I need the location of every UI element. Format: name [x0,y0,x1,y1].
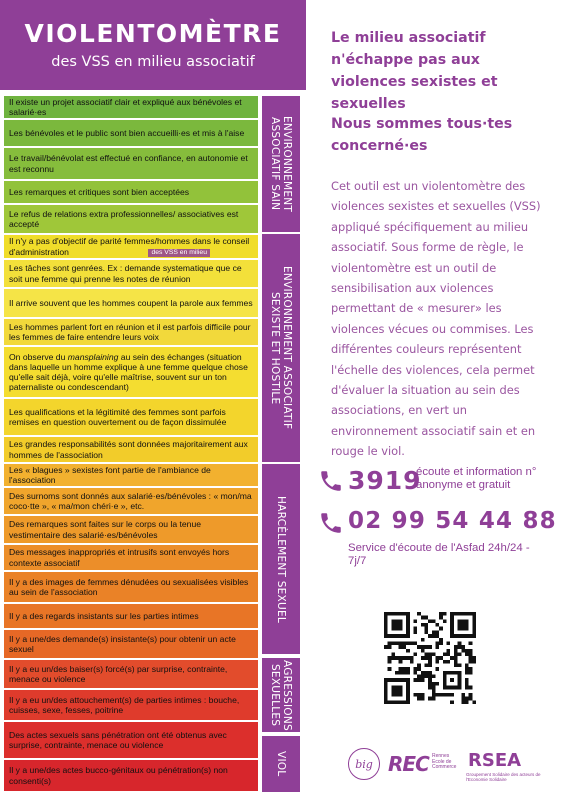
phone-icon [318,468,344,494]
scale-row-text: Il existe un projet associatif clair et expliqué aux bénévoles et salarié·es [9,96,242,117]
scale-row [4,437,258,462]
page-subtitle: des VSS en milieu associatif [51,54,255,70]
scale-row-text: Des actes sexuels sans pénétration ont été obtenus avec surprise, contrainte, menace ou violence [9,729,227,750]
scale-row [4,660,258,688]
category-harassment: HARCÈLEMENT SEXUEL [262,464,300,654]
scale-row-text: On observe du mansplaining au sein des échanges (situation dans laquelle un homme explique à une femme quelque chose qu'elle sait déjà, voire qu'elle maîtrise, souvent sur un ton paternaliste ou condescendant) [9,351,248,393]
qr-code-icon[interactable] [384,612,476,704]
rsea-logo-tagline: Groupement Solidaire des acteurs de l'Economie Solidaire [466,772,541,782]
scale-row-text: Il y a une/des demande(s) insistante(s) pour obtenir un acte sexuel [9,633,236,654]
description-paragraph: Cet outil est un violentomètre des violences sexistes et sexuelles (VSS) appliqué spécifiquement au milieu associatif. Sous forme de règle, le violentomètre est un outil de sensibilisation aux violences permettant de « mesurer» les violences vécues ou commises. Les différentes couleurs représentent l'échelle des violences, cela permet d'évaluer la situation au sein des associations, en vert un environnement associatif sain et en rouge le viol. [331,179,541,459]
scale-row-text: Il n'y a pas d'objectif de parité femmes/hommes dans le conseil d'administration [9,236,250,257]
scale-row [4,545,258,570]
scale-row [4,572,258,602]
headline-concerned: Nous sommes tous·tes concerné·es [331,116,513,154]
rsea-logo: RSEA [468,750,522,771]
scale-row-text: Il y a une/des actes bucco-génitaux ou pénétration(s) non consenti(s) [9,765,228,786]
phone-number-3919: 3919 [348,466,422,495]
category-assault: AGRESSIONS SEXUELLES [262,658,300,732]
scale-row [4,120,258,146]
category-rape: VIOL [262,736,300,792]
rec-logo-tagline: Rennes Ecole de Commerce [432,753,457,770]
overlay-note: des VSS en milieu [148,249,210,257]
category-healthy: ENVIRONNEMENT ASSOCIATIF SAIN [262,96,300,232]
scale-row [4,722,258,758]
scale-row [4,399,258,435]
scale-row [4,205,258,233]
phone-icon [318,510,344,536]
big-logo: big [348,748,380,780]
phone-3919[interactable] [318,466,558,500]
scale-row [4,347,258,397]
scale-row-text: Les hommes parlent fort en réunion et il est parfois difficile pour les femmes de faire entendre leurs voix [9,321,251,342]
service-description: Service d'écoute de l'Asfad 24h/24 - 7j/7 [348,542,530,567]
scale-row [4,148,258,179]
scale-row [4,516,258,543]
scale-row-text: Il y a eu un/des attouchement(s) de parties intimes : bouche, cuisses, sexe, fesses, poitrine [9,694,240,715]
partner-logos [348,748,554,784]
phone-asfad[interactable] [318,508,558,538]
scale-row [4,604,258,628]
scale-row-text: Le travail/bénévolat est effectué en confiance, en autonomie et est reconnu [9,153,248,174]
scale-row-text: Le refus de relations extra professionnelles/ associatives est accepté [9,208,239,229]
scale-row [4,96,258,118]
scale-row-text: Les « blagues » sexistes font partie de l'ambiance de l'association [9,464,211,485]
scale-row-text: Des surnoms sont donnés aux salarié·es/bénévoles : « mon/ma coco·tte », « ma/mon chéri·e », etc. [9,490,252,511]
rec-logo: REC [388,752,429,776]
scale-row-text: Les grandes responsabilités sont données majoritairement aux hommes de l'association [9,439,248,460]
scale-row-text: Il y a des regards insistants sur les parties intimes [9,610,199,621]
scale-row-text: Il arrive souvent que les hommes coupent la parole aux femmes [9,297,253,308]
scale-row-text: Il y a des images de femmes dénudées ou sexualisées visibles au sein de l'association [9,576,249,597]
scale-row-text: Les qualifications et la légitimité des femmes sont parfois remises en question ouvertement ou de façon dissimulée [9,406,227,427]
category-sexist: ENVIRONNEMENT ASSOCIATIF SEXISTE ET HOSTILE [262,234,300,462]
scale-row-text: Il y a eu un/des baiser(s) forcé(s) par surprise, contrainte, menace ou violence [9,663,228,684]
scale-row-text: Les remarques et critiques sont bien acceptées [9,186,190,197]
scale-row [4,630,258,658]
scale-row [4,464,258,486]
scale-row [4,260,258,287]
scale-row-text: Des messages inappropriés et intrusifs sont envoyés hors contexte associatif [9,547,230,568]
scale-row [4,319,258,345]
phone-number-asfad: 02 99 54 44 88 [348,508,557,534]
scale-row [4,235,258,258]
scale-row-text: Les tâches sont genrées. Ex : demande systematique que ce soit une femme qui prenne les notes de réunion [9,263,242,284]
page-title: VIOLENTOMÈTRE [24,19,282,48]
scale-row [4,289,258,317]
scale-row [4,690,258,720]
header-banner [0,0,306,90]
scale-row [4,760,258,791]
scale-row [4,488,258,514]
scale-row-text: Les bénévoles et le public sont bien accueilli·es et mis à l'aise [9,127,245,138]
phone-3919-description: écoute et information n° anonyme et gratuit [416,466,537,491]
scale-row [4,181,258,203]
scale-row-text: Des remarques sont faites sur le corps ou la tenue vestimentaire des salarié·es/bénévoles [9,519,202,540]
headline: Le milieu associatif n'échappe pas aux violences sexistes et sexuelles [331,30,498,112]
